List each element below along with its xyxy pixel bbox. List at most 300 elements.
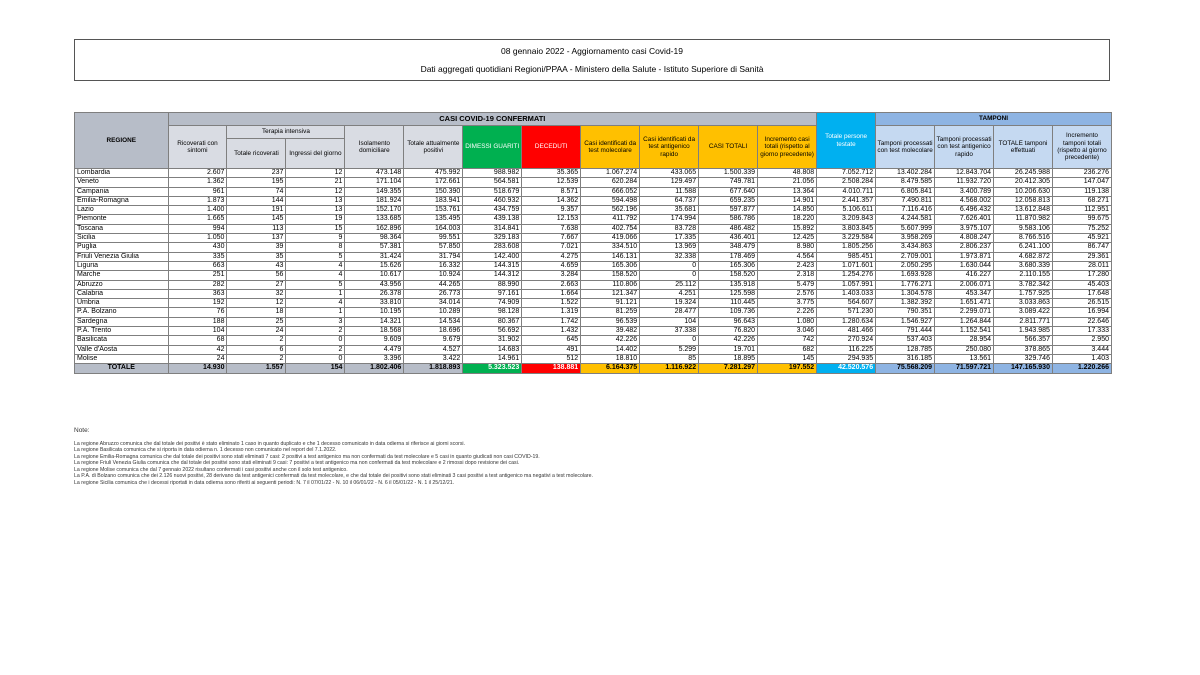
data-cell: 24 xyxy=(227,327,286,336)
data-cell: 9.583.106 xyxy=(994,224,1053,233)
data-cell: 17.335 xyxy=(640,234,699,243)
data-cell: 1.873 xyxy=(168,196,227,205)
data-cell: 7.638 xyxy=(522,224,581,233)
col-header-ti-ingressi: Ingressi del giorno xyxy=(286,139,345,169)
data-cell: 135.495 xyxy=(404,215,463,224)
data-cell: 110.445 xyxy=(699,299,758,308)
region-name-cell: P.A. Bolzano xyxy=(75,308,169,317)
data-cell: 416.227 xyxy=(935,271,994,280)
total-cell: 6.164.375 xyxy=(581,364,640,373)
region-name-cell: Liguria xyxy=(75,261,169,270)
data-cell: 2.607 xyxy=(168,169,227,178)
table-row xyxy=(75,289,1112,298)
col-header-antigenico: Casi identificati da test antigenico rapido xyxy=(640,126,699,169)
data-cell: 9.609 xyxy=(345,336,404,345)
data-cell: 129.497 xyxy=(640,178,699,187)
data-cell: 512 xyxy=(522,354,581,363)
data-cell: 411.792 xyxy=(581,215,640,224)
data-cell: 21.056 xyxy=(758,178,817,187)
data-cell: 4 xyxy=(286,271,345,280)
data-cell: 419.066 xyxy=(581,234,640,243)
data-cell: 12.843.704 xyxy=(935,169,994,178)
region-name-cell: Lombardia xyxy=(75,169,169,178)
data-cell: 2.508.284 xyxy=(817,178,876,187)
data-cell: 3.680.339 xyxy=(994,261,1053,270)
data-cell: 83.728 xyxy=(640,224,699,233)
data-cell: 4.251 xyxy=(640,289,699,298)
data-cell: 14.362 xyxy=(522,196,581,205)
data-cell: 109.736 xyxy=(699,308,758,317)
data-cell: 195 xyxy=(227,178,286,187)
data-cell: 283.608 xyxy=(463,243,522,252)
data-cell: 3.284 xyxy=(522,271,581,280)
data-cell: 481.466 xyxy=(817,327,876,336)
data-cell: 2 xyxy=(227,354,286,363)
data-cell: 10.289 xyxy=(404,308,463,317)
data-cell: 3.046 xyxy=(758,327,817,336)
data-cell: 1.776.271 xyxy=(876,280,935,289)
data-cell: 91.121 xyxy=(581,299,640,308)
data-cell: 1.152.541 xyxy=(935,327,994,336)
data-cell: 1.693.928 xyxy=(876,271,935,280)
data-cell: 7.052.712 xyxy=(817,169,876,178)
table-row xyxy=(75,234,1112,243)
data-cell: 3.209.843 xyxy=(817,215,876,224)
data-cell: 988.982 xyxy=(463,169,522,178)
total-cell: 1.557 xyxy=(227,364,286,373)
data-cell: 174.994 xyxy=(640,215,699,224)
data-cell: 80.367 xyxy=(463,317,522,326)
region-name-cell: Toscana xyxy=(75,224,169,233)
data-cell: 3.782.342 xyxy=(994,280,1053,289)
data-cell: 191 xyxy=(227,206,286,215)
data-cell: 26.773 xyxy=(404,289,463,298)
data-cell: 363 xyxy=(168,289,227,298)
data-cell: 64.737 xyxy=(640,196,699,205)
total-cell: 1.802.406 xyxy=(345,364,404,373)
data-cell: 13.402.284 xyxy=(876,169,935,178)
data-cell: 12.425 xyxy=(758,234,817,243)
note-line: La regione Basilicata comunica che si riporta in data odierna n. 1 decesso non comunicato nel report del 7.1.2022. xyxy=(74,447,337,453)
data-cell: 3.422 xyxy=(404,354,463,363)
data-cell: 749.781 xyxy=(699,178,758,187)
col-header-persone-testate: Totale persone testate xyxy=(817,113,876,169)
data-cell: 2.299.071 xyxy=(935,308,994,317)
data-cell: 128.785 xyxy=(876,345,935,354)
data-cell: 2.110.155 xyxy=(994,271,1053,280)
data-cell: 28.011 xyxy=(1052,261,1111,270)
region-name-cell: Marche xyxy=(75,271,169,280)
data-cell: 44.265 xyxy=(404,280,463,289)
data-cell: 17.333 xyxy=(1052,327,1111,336)
data-cell: 34.014 xyxy=(404,299,463,308)
data-cell: 562.196 xyxy=(581,206,640,215)
data-cell: 39 xyxy=(227,243,286,252)
data-cell: 1.973.871 xyxy=(935,252,994,261)
table-row xyxy=(75,178,1112,187)
total-cell: 1.116.922 xyxy=(640,364,699,373)
table-row xyxy=(75,271,1112,280)
data-cell: 486.482 xyxy=(699,224,758,233)
data-cell: 13 xyxy=(286,206,345,215)
data-cell: 4.527 xyxy=(404,345,463,354)
data-cell: 162.896 xyxy=(345,224,404,233)
data-cell: 15.626 xyxy=(345,261,404,270)
data-cell: 3.396 xyxy=(345,354,404,363)
data-cell: 620.284 xyxy=(581,178,640,187)
data-cell: 165.306 xyxy=(581,261,640,270)
report-header xyxy=(74,39,1110,81)
data-cell: 597.877 xyxy=(699,206,758,215)
region-name-cell: Puglia xyxy=(75,243,169,252)
data-cell: 594.498 xyxy=(581,196,640,205)
data-cell: 645 xyxy=(522,336,581,345)
data-cell: 2.050.295 xyxy=(876,261,935,270)
data-cell: 24 xyxy=(168,354,227,363)
region-name-cell: Molise xyxy=(75,354,169,363)
data-cell: 3.033.863 xyxy=(994,299,1053,308)
data-cell: 994 xyxy=(168,224,227,233)
data-cell: 81.259 xyxy=(581,308,640,317)
data-cell: 14.534 xyxy=(404,317,463,326)
data-cell: 165.306 xyxy=(699,261,758,270)
data-cell: 1.080 xyxy=(758,317,817,326)
data-cell: 32 xyxy=(227,289,286,298)
data-cell: 96.539 xyxy=(581,317,640,326)
data-cell: 11.932.720 xyxy=(935,178,994,187)
data-cell: 1.254.276 xyxy=(817,271,876,280)
data-cell: 18.568 xyxy=(345,327,404,336)
data-cell: 11.870.982 xyxy=(994,215,1053,224)
data-cell: 183.941 xyxy=(404,196,463,205)
data-cell: 13.612.848 xyxy=(994,206,1053,215)
data-cell: 12.153 xyxy=(522,215,581,224)
data-cell: 5.607.999 xyxy=(876,224,935,233)
data-cell: 270.924 xyxy=(817,336,876,345)
data-cell: 10.195 xyxy=(345,308,404,317)
col-header-tamp-molecolare: Tamponi processati con test molecolare xyxy=(876,126,935,169)
data-cell: 15 xyxy=(286,224,345,233)
data-cell: 7.116.416 xyxy=(876,206,935,215)
region-name-cell: Emilia-Romagna xyxy=(75,196,169,205)
data-cell: 430 xyxy=(168,243,227,252)
data-cell: 39.482 xyxy=(581,327,640,336)
data-cell: 2.663 xyxy=(522,280,581,289)
data-cell: 335 xyxy=(168,252,227,261)
total-cell: 7.281.297 xyxy=(699,364,758,373)
data-cell: 566.357 xyxy=(994,336,1053,345)
data-cell: 5.299 xyxy=(640,345,699,354)
data-cell: 56 xyxy=(227,271,286,280)
data-cell: 17.280 xyxy=(1052,271,1111,280)
data-cell: 150.390 xyxy=(404,187,463,196)
data-cell: 112.951 xyxy=(1052,206,1111,215)
data-cell: 121.347 xyxy=(581,289,640,298)
notes-section xyxy=(74,428,974,486)
data-cell: 10.206.630 xyxy=(994,187,1053,196)
total-cell: 75.568.209 xyxy=(876,364,935,373)
col-header-tamp-totale: TOTALE tamponi effettuati xyxy=(994,126,1053,169)
data-cell: 27 xyxy=(227,280,286,289)
data-cell: 104 xyxy=(168,327,227,336)
data-cell: 1.546.927 xyxy=(876,317,935,326)
table-row xyxy=(75,187,1112,196)
data-cell: 35.365 xyxy=(522,169,581,178)
data-cell: 76 xyxy=(168,308,227,317)
data-cell: 26.378 xyxy=(345,289,404,298)
data-cell: 26.515 xyxy=(1052,299,1111,308)
data-cell: 18.220 xyxy=(758,215,817,224)
data-cell: 146.131 xyxy=(581,252,640,261)
data-cell: 3.958.269 xyxy=(876,234,935,243)
data-cell: 144 xyxy=(227,196,286,205)
data-cell: 7.626.401 xyxy=(935,215,994,224)
data-cell: 659.235 xyxy=(699,196,758,205)
data-cell: 31.902 xyxy=(463,336,522,345)
data-cell: 439.138 xyxy=(463,215,522,224)
report-subtitle: Dati aggregati quotidiani Regioni/PPAA - Ministero della Salute - Istituto Superiore di Sanità xyxy=(420,64,764,74)
data-cell: 10.617 xyxy=(345,271,404,280)
data-cell: 0 xyxy=(286,354,345,363)
col-header-positivi: Totale attualmente positivi xyxy=(404,126,463,169)
data-cell: 181.924 xyxy=(345,196,404,205)
data-cell: 1.319 xyxy=(522,308,581,317)
data-cell: 1.050 xyxy=(168,234,227,243)
data-cell: 491 xyxy=(522,345,581,354)
data-cell: 119.138 xyxy=(1052,187,1111,196)
table-row xyxy=(75,280,1112,289)
data-cell: 18.810 xyxy=(581,354,640,363)
data-cell: 2.226 xyxy=(758,308,817,317)
total-cell: 5.323.523 xyxy=(463,364,522,373)
data-cell: 8.479.585 xyxy=(876,178,935,187)
data-cell: 43 xyxy=(227,261,286,270)
data-cell: 144.315 xyxy=(463,261,522,270)
data-cell: 1.805.256 xyxy=(817,243,876,252)
data-cell: 3.089.422 xyxy=(994,308,1053,317)
data-cell: 31.794 xyxy=(404,252,463,261)
region-name-cell: Umbria xyxy=(75,299,169,308)
data-cell: 663 xyxy=(168,261,227,270)
col-header-region: REGIONE xyxy=(75,113,169,169)
data-cell: 147.047 xyxy=(1052,178,1111,187)
data-cell: 1.403 xyxy=(1052,354,1111,363)
data-cell: 9 xyxy=(286,234,345,243)
region-name-cell: Abruzzo xyxy=(75,280,169,289)
data-cell: 42.226 xyxy=(699,336,758,345)
data-cell: 1.757.925 xyxy=(994,289,1053,298)
data-cell: 137 xyxy=(227,234,286,243)
data-cell: 21 xyxy=(286,178,345,187)
data-cell: 1.522 xyxy=(522,299,581,308)
data-cell: 37.338 xyxy=(640,327,699,336)
data-cell: 35 xyxy=(227,252,286,261)
data-cell: 149.355 xyxy=(345,187,404,196)
data-cell: 1.651.471 xyxy=(935,299,994,308)
data-cell: 564.581 xyxy=(463,178,522,187)
group-header-casi: CASI COVID-19 CONFERMATI xyxy=(168,113,817,126)
data-cell: 18.895 xyxy=(699,354,758,363)
data-cell: 8 xyxy=(286,243,345,252)
table-row xyxy=(75,169,1112,178)
data-cell: 28.954 xyxy=(935,336,994,345)
region-name-cell: Calabria xyxy=(75,289,169,298)
region-name-cell: Campania xyxy=(75,187,169,196)
data-cell: 334.510 xyxy=(581,243,640,252)
data-cell: 329.183 xyxy=(463,234,522,243)
note-line: La regione Sicilia comunica che i decessi riportati in data odierna sono riferiti ai seguenti periodi: N. 7 il 07/01/22 - N. 10 il 06/01/22 - N. 6 il 05/01/22 - N. 1 il 25/12/21. xyxy=(74,479,455,486)
table-row xyxy=(75,215,1112,224)
data-cell: 6.805.841 xyxy=(876,187,935,196)
data-cell: 14.402 xyxy=(581,345,640,354)
table-row xyxy=(75,261,1112,270)
data-cell: 1.403.033 xyxy=(817,289,876,298)
data-cell: 192 xyxy=(168,299,227,308)
data-cell: 2.811.771 xyxy=(994,317,1053,326)
data-cell: 314.841 xyxy=(463,224,522,233)
data-cell: 32.338 xyxy=(640,252,699,261)
data-cell: 68 xyxy=(168,336,227,345)
data-cell: 145 xyxy=(758,354,817,363)
table-row xyxy=(75,196,1112,205)
data-cell: 1.067.274 xyxy=(581,169,640,178)
col-header-ti-totale: Totale ricoverati xyxy=(227,139,286,169)
data-cell: 237 xyxy=(227,169,286,178)
data-cell: 402.754 xyxy=(581,224,640,233)
region-name-cell: Lazio xyxy=(75,206,169,215)
col-header-incremento: Incremento casi totali (rispetto al giorno precedente) xyxy=(758,126,817,169)
data-cell: 453.347 xyxy=(935,289,994,298)
region-name-cell: Friuli Venezia Giulia xyxy=(75,252,169,261)
data-cell: 158.520 xyxy=(699,271,758,280)
data-cell: 12 xyxy=(286,169,345,178)
region-name-cell: Veneto xyxy=(75,178,169,187)
data-cell: 113 xyxy=(227,224,286,233)
data-cell: 188 xyxy=(168,317,227,326)
data-cell: 236.276 xyxy=(1052,169,1111,178)
data-cell: 571.230 xyxy=(817,308,876,317)
data-cell: 14.961 xyxy=(463,354,522,363)
data-cell: 7.021 xyxy=(522,243,581,252)
data-cell: 1.382.392 xyxy=(876,299,935,308)
data-cell: 4.568.002 xyxy=(935,196,994,205)
data-cell: 135.918 xyxy=(699,280,758,289)
data-cell: 158.520 xyxy=(581,271,640,280)
group-header-tamponi: TAMPONI xyxy=(876,113,1112,126)
data-cell: 76.820 xyxy=(699,327,758,336)
data-cell: 12.539 xyxy=(522,178,581,187)
data-cell: 1 xyxy=(286,289,345,298)
data-cell: 2.318 xyxy=(758,271,817,280)
data-cell: 1.280.634 xyxy=(817,317,876,326)
region-name-cell: P.A. Trento xyxy=(75,327,169,336)
data-cell: 564.607 xyxy=(817,299,876,308)
data-cell: 8.980 xyxy=(758,243,817,252)
data-cell: 8.766.516 xyxy=(994,234,1053,243)
col-header-isolamento: Isolamento domiciliare xyxy=(345,126,404,169)
total-label-cell: TOTALE xyxy=(75,364,169,373)
data-cell: 153.761 xyxy=(404,206,463,215)
region-name-cell: Valle d'Aosta xyxy=(75,345,169,354)
data-cell: 14.321 xyxy=(345,317,404,326)
data-cell: 1.071.601 xyxy=(817,261,876,270)
data-cell: 12.058.813 xyxy=(994,196,1053,205)
data-cell: 10.924 xyxy=(404,271,463,280)
data-cell: 1.742 xyxy=(522,317,581,326)
total-cell: 1.818.893 xyxy=(404,364,463,373)
data-cell: 33.810 xyxy=(345,299,404,308)
data-cell: 7.490.811 xyxy=(876,196,935,205)
data-cell: 96.643 xyxy=(699,317,758,326)
data-cell: 31.424 xyxy=(345,252,404,261)
total-cell: 14.930 xyxy=(168,364,227,373)
data-cell: 20.412.305 xyxy=(994,178,1053,187)
data-cell: 251 xyxy=(168,271,227,280)
data-cell: 57.381 xyxy=(345,243,404,252)
data-cell: 18 xyxy=(227,308,286,317)
data-cell: 1.664 xyxy=(522,289,581,298)
data-cell: 4.275 xyxy=(522,252,581,261)
data-cell: 104 xyxy=(640,317,699,326)
data-cell: 6.241.100 xyxy=(994,243,1053,252)
data-cell: 2.576 xyxy=(758,289,817,298)
data-cell: 961 xyxy=(168,187,227,196)
data-cell: 13.364 xyxy=(758,187,817,196)
table-row xyxy=(75,327,1112,336)
col-header-dimessi: DIMESSI GUARITI xyxy=(463,126,522,169)
data-cell: 742 xyxy=(758,336,817,345)
table-row xyxy=(75,243,1112,252)
data-cell: 164.003 xyxy=(404,224,463,233)
data-cell: 25.112 xyxy=(640,280,699,289)
data-cell: 3.229.584 xyxy=(817,234,876,243)
data-cell: 294.935 xyxy=(817,354,876,363)
data-cell: 98.364 xyxy=(345,234,404,243)
data-cell: 88.990 xyxy=(463,280,522,289)
data-cell: 5 xyxy=(286,252,345,261)
col-header-deceduti: DECEDUTI xyxy=(522,126,581,169)
col-header-ricoverati: Ricoverati con sintomi xyxy=(168,126,227,169)
table-row xyxy=(75,354,1112,363)
data-cell: 985.451 xyxy=(817,252,876,261)
data-cell: 682 xyxy=(758,345,817,354)
col-header-casi-totali: CASI TOTALI xyxy=(699,126,758,169)
data-cell: 14.850 xyxy=(758,206,817,215)
col-header-tamp-incremento: Incremento tamponi totali (rispetto al giorno precedente) xyxy=(1052,126,1111,169)
data-cell: 2 xyxy=(227,336,286,345)
total-cell: 42.520.576 xyxy=(817,364,876,373)
note-line: La regione Friuli Venezia Giulia comunica che dal totale dei positivi sono stati eliminati 9 casi: 7 positivi a test antigenico ma non confermati da test molecolare e 2 rimossi dopo revisione dei casi. xyxy=(74,460,520,466)
note-line: La regione Emilia-Romagna comunica che dal totale dei positivi sono stati eliminati 7 casi: 2 positivi a test antigenico ma non confermati da test molecolare e 5 casi in quanto giudicati non casi COVID-19. xyxy=(74,453,540,460)
data-cell: 0 xyxy=(640,271,699,280)
region-name-cell: Sardegna xyxy=(75,317,169,326)
data-cell: 172.661 xyxy=(404,178,463,187)
table-row xyxy=(75,308,1112,317)
table-row xyxy=(75,224,1112,233)
data-cell: 8.571 xyxy=(522,187,581,196)
data-cell: 3 xyxy=(286,317,345,326)
data-cell: 97.161 xyxy=(463,289,522,298)
data-cell: 378.865 xyxy=(994,345,1053,354)
data-cell: 9.679 xyxy=(404,336,463,345)
data-cell: 666.052 xyxy=(581,187,640,196)
data-cell: 110.806 xyxy=(581,280,640,289)
data-cell: 1.630.044 xyxy=(935,261,994,270)
data-cell: 282 xyxy=(168,280,227,289)
table-row xyxy=(75,206,1112,215)
data-cell: 16.332 xyxy=(404,261,463,270)
data-cell: 125.598 xyxy=(699,289,758,298)
